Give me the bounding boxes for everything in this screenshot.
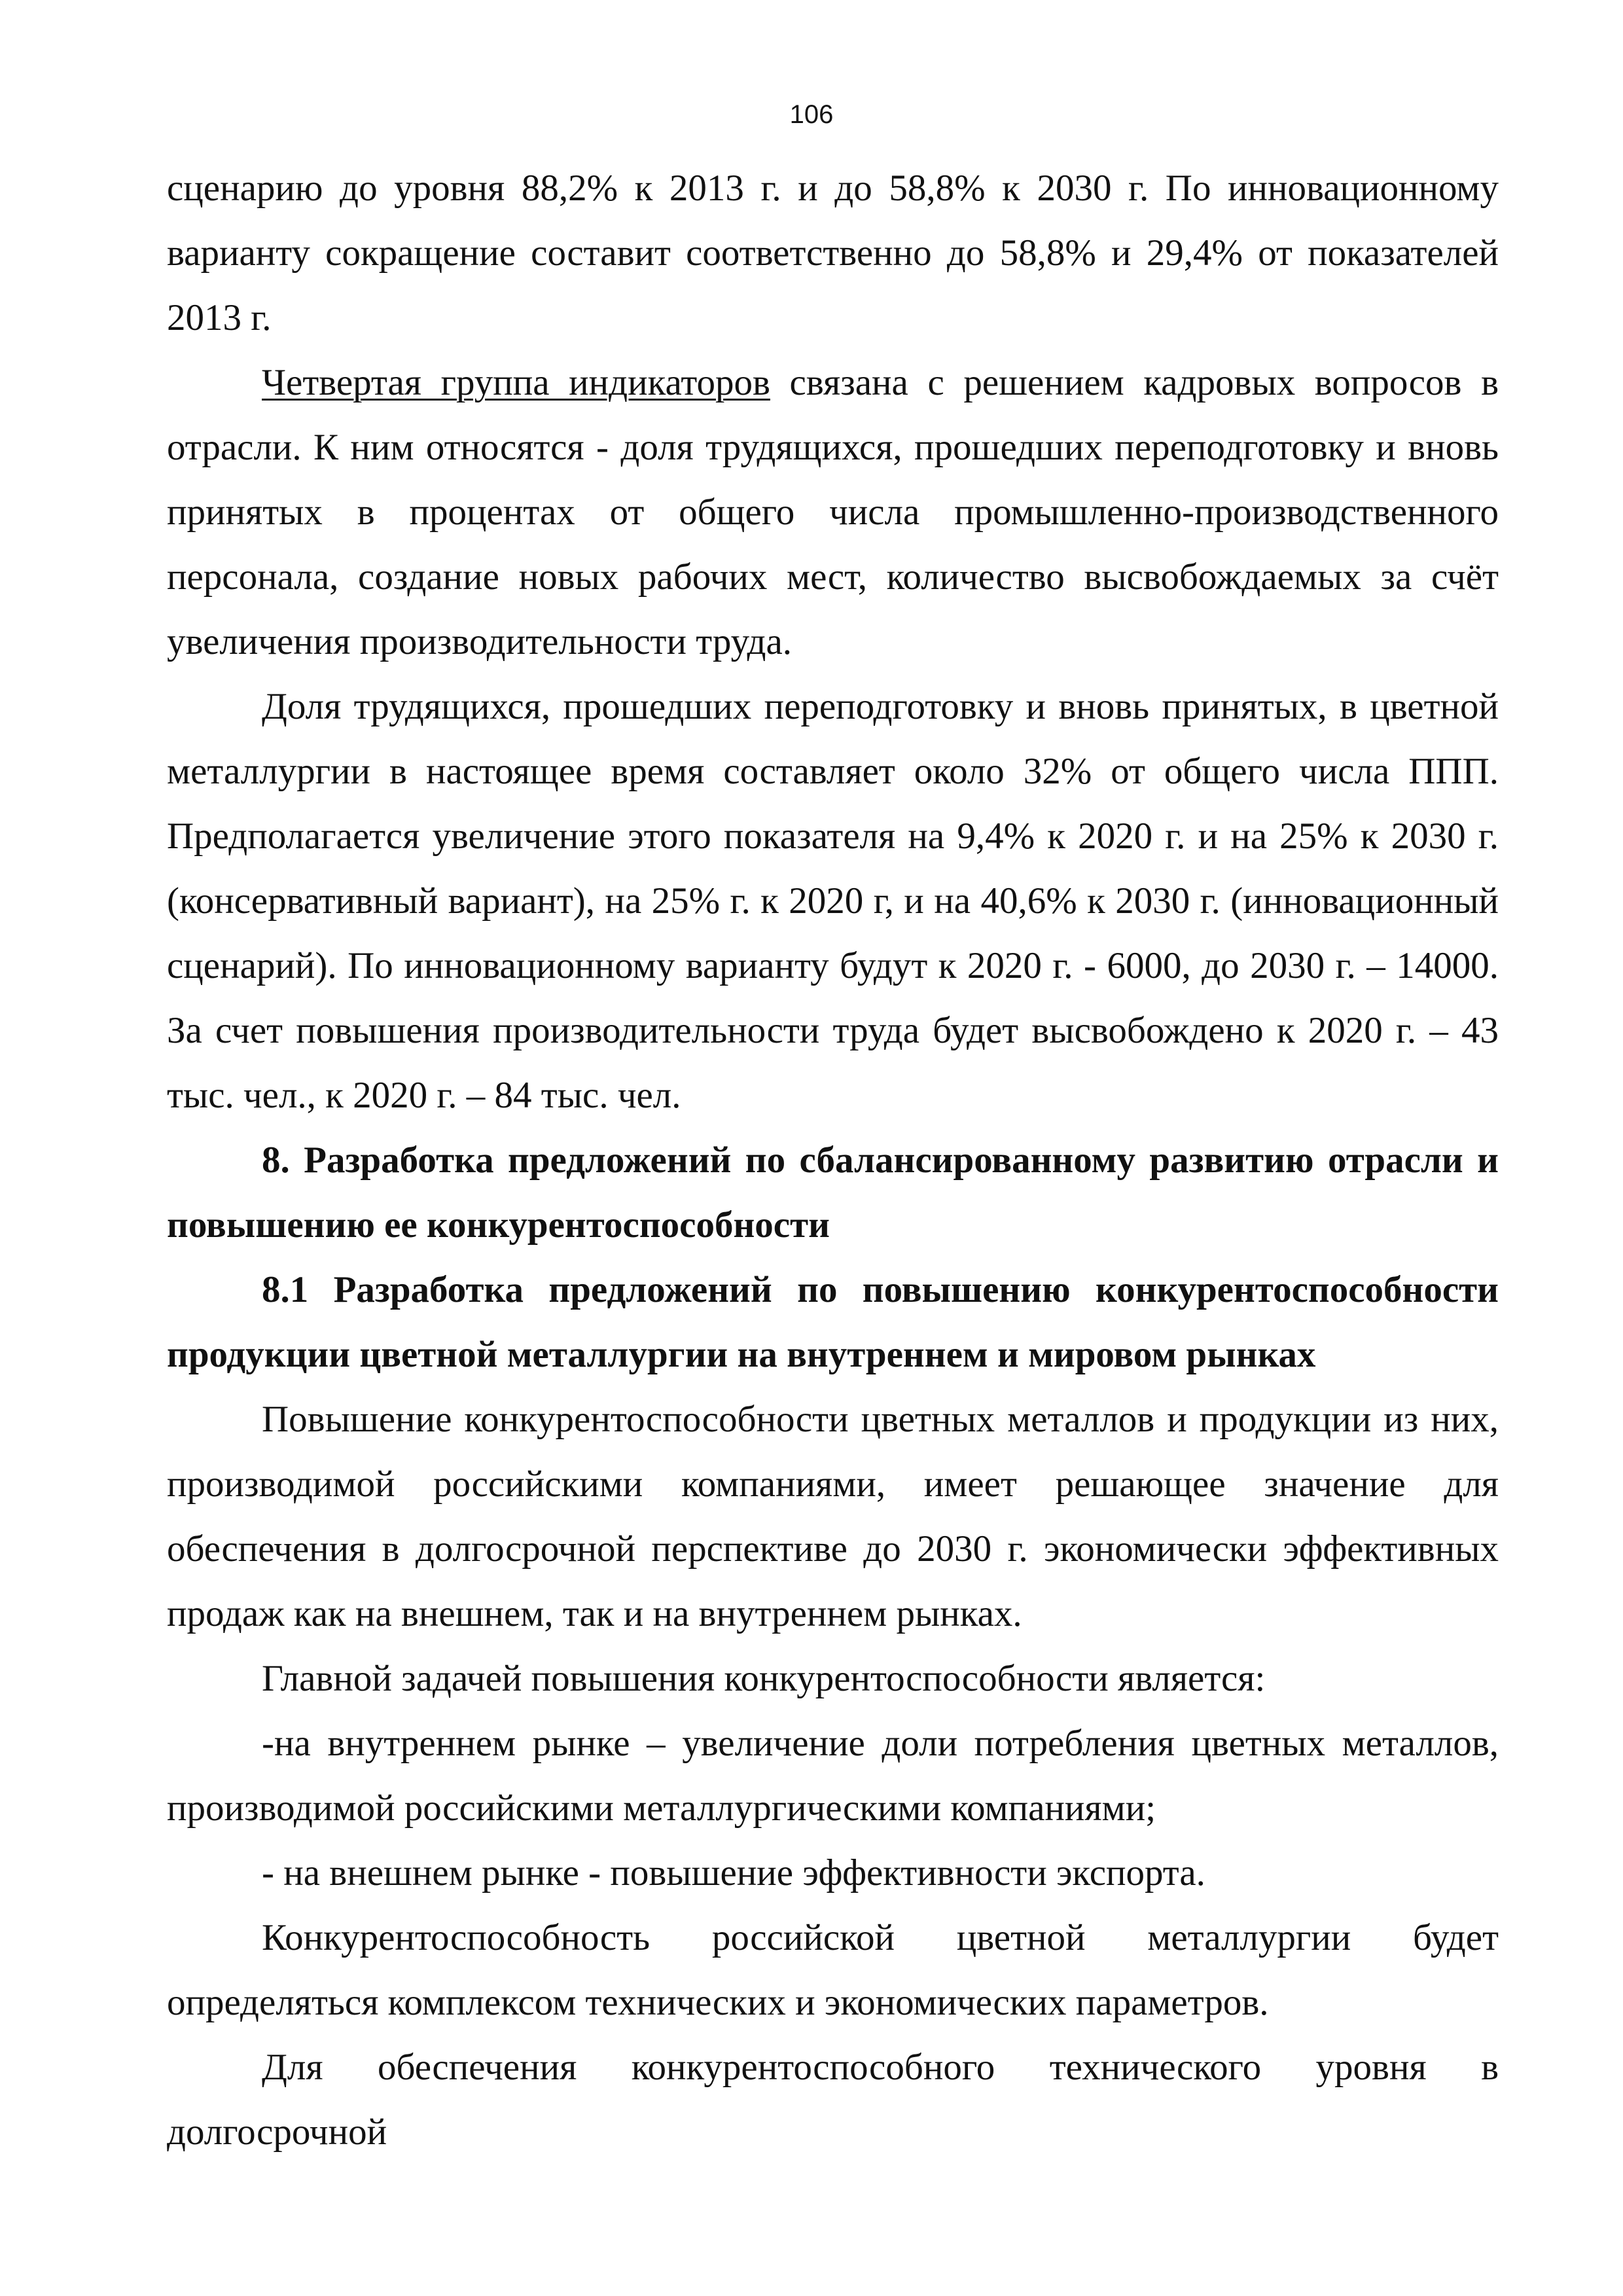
page-body	[167, 156, 1499, 2164]
paragraph-technical-level: Для обеспечения конкурентоспособного технического уровня в долгосрочной	[167, 2047, 1499, 2153]
paragraph-fourth-indicator-group	[167, 350, 1499, 674]
page-number: 106	[789, 100, 834, 129]
paragraph-main-task: Главной задачей повышения конкурентоспособности является:	[262, 1658, 1266, 1699]
list-item-foreign-market: - на внешнем рынке - повышение эффективности экспорта.	[262, 1852, 1205, 1893]
paragraph-parameters: Конкурентоспособность российской цветной металлургии будет определяться комплексом технических и экономических параметров.	[167, 1917, 1499, 2023]
underlined-term: Четвертая группа индикаторов	[262, 362, 770, 403]
section-heading-8-1: 8.1 Разработка предложений по повышению конкурентоспособности продукции цветной металлургии на внутреннем и мировом рынках	[167, 1269, 1499, 1375]
paragraph-text: связана с решением кадровых вопросов в отрасли. К ним относятся - доля трудящихся, прошедших переподготовку и вновь принятых в процентах от общего числа промышленно-производственного персонала, создание новых рабочих мест, количество высвобождаемых за счёт увеличения производительности труда.	[167, 362, 1499, 662]
paragraph-competitiveness: Повышение конкурентоспособности цветных металлов и продукции из них, производимой российскими компаниями, имеет решающее значение для обеспечения в долгосрочной перспективе до 2030 г. экономически эффективных продаж как на внешнем, так и на внутреннем рынках.	[167, 1399, 1499, 1634]
list-item-domestic-market: -на внутреннем рынке – увеличение доли потребления цветных металлов, производимой российскими металлургическими компаниями;	[167, 1723, 1499, 1829]
section-heading-8: 8. Разработка предложений по сбалансированному развитию отрасли и повышению ее конкурентоспособности	[167, 1139, 1499, 1246]
paragraph-continuation: сценарию до уровня 88,2% к 2013 г. и до 58,8% к 2030 г. По инновационному варианту сокращение составит соответственно до 58,8% и 29,4% от показателей 2013 г.	[167, 168, 1499, 338]
paragraph-workers-share: Доля трудящихся, прошедших переподготовку и вновь принятых, в цветной металлургии в настоящее время составляет около 32% от общего числа ППП. Предполагается увеличение этого показателя на 9,4% к 2020 г. и на 25% к 2030 г. (консервативный вариант), на 25% г. к 2020 г, и на 40,6% к 2030 г. (инновационный сценарий). По инновационному варианту будут к 2020 г. - 6000, до 2030 г. – 14000. За счет повышения производительности труда будет высвобождено к 2020 г. – 43 тыс. чел., к 2020 г. – 84 тыс. чел.	[167, 686, 1499, 1116]
